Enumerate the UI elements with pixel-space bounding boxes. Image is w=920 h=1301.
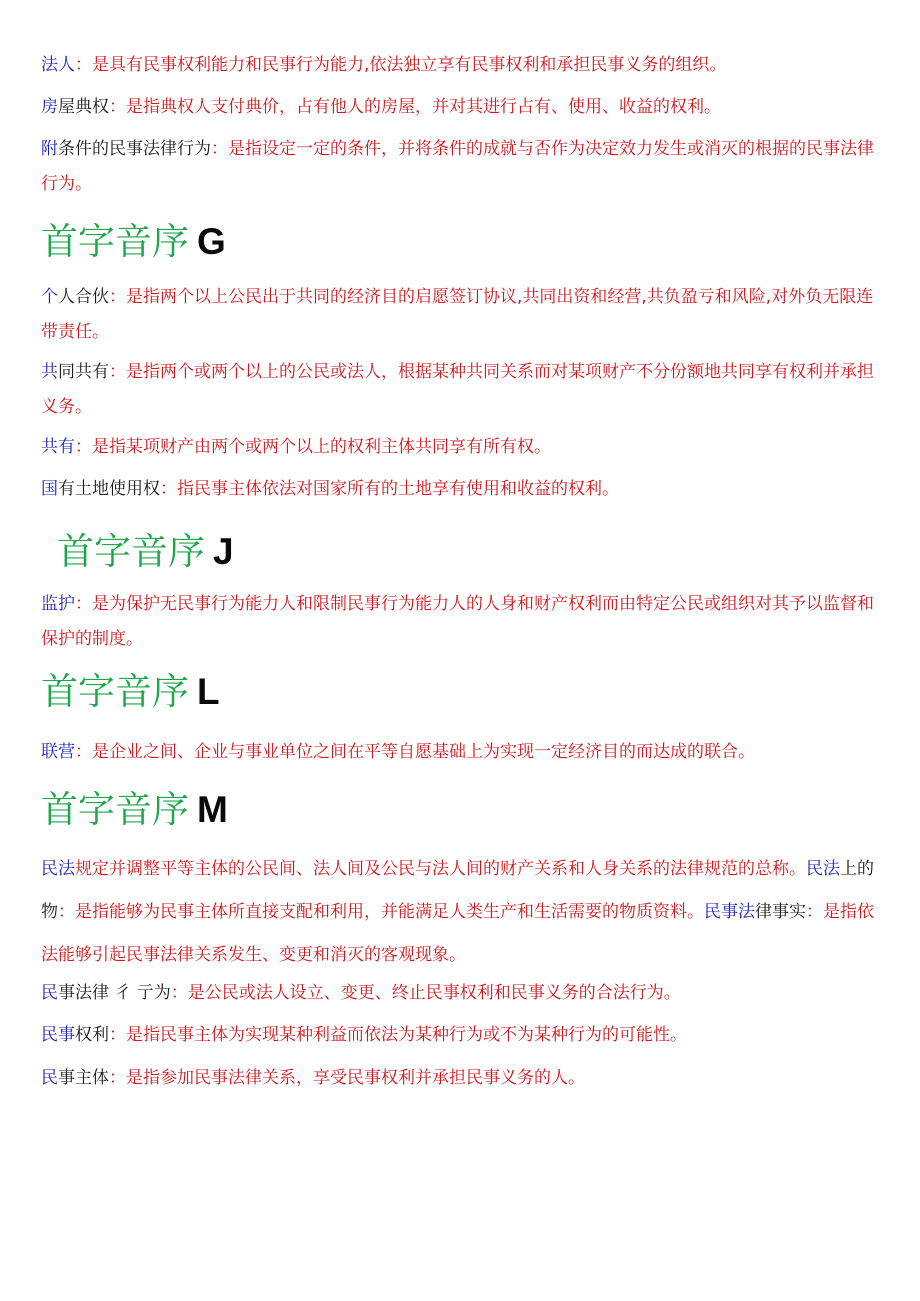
definition: ：是公民或法人设立、变更、终止民事权利和民事义务的合法行为。: [170, 983, 681, 1003]
term-head: 个: [41, 287, 58, 307]
heading-text: 首字音序: [41, 220, 189, 263]
term-head: 民: [41, 983, 58, 1003]
entry-geren-huohuo: [41, 280, 881, 350]
entry-futiaojian: [41, 132, 881, 202]
term-head: 共有: [41, 437, 75, 457]
heading-letter: M: [197, 789, 228, 830]
definition: ：是指参加民事法律关系，享受民事权利并承担民事义务的人。: [109, 1068, 585, 1088]
definition: ：是指某项财产由两个或两个以上的权利主体共同享有所有权。: [75, 437, 551, 457]
entry-jianhu: [41, 587, 881, 657]
term-head: 联营: [41, 742, 75, 762]
definition: ：是企业之间、企业与事业单位之间在平等自愿基础上为实现一定经济目的而达成的联合。: [75, 742, 755, 762]
definition: ：是指设定一定的条件，并将条件的成就与否作为决定效力发生或消灭的根据的民事法律行为。: [41, 139, 874, 194]
definition: ：是指两个或两个以上的公民或法人，根据某种共同关系而对某项财产不分份额地共同享有权利并承担义务。: [41, 362, 874, 417]
term-head: 民: [41, 1068, 58, 1088]
entry-lianying: [41, 735, 881, 770]
heading-text: 首字音序: [41, 670, 189, 713]
term-tail: 人合伙: [58, 287, 109, 307]
term-head: 房: [41, 97, 58, 117]
definition: ：是指两个以上公民出于共同的经济目的启愿签订协议,共同出资和经营,共负盈亏和风险,对外负无限连带责任。: [41, 287, 874, 342]
entry-minshi-zhuti: [41, 1061, 881, 1096]
entry-minfa-combined: [41, 848, 881, 977]
term-tail: 有土地使用权: [58, 479, 160, 499]
term-head: 附: [41, 139, 58, 159]
definition-minfa: 规定并调整平等主体的公民间、法人间及公民与法人间的财产关系和人身关系的法律规范的总称。: [75, 859, 806, 879]
term-head: 共: [41, 362, 58, 382]
heading-text: 首字音序: [57, 530, 205, 573]
definition: ：指民事主体依法对国家所有的土地享有使用和收益的权利。: [160, 479, 619, 499]
heading-text: 首字音序: [41, 788, 189, 831]
entry-gongtong-gongyou: [41, 355, 881, 425]
term-tail: 条件的民事法律行为: [58, 139, 211, 159]
definition: ：是具有民事权利能力和民事行为能力,依法独立享有民事权利和承担民事义务的组织。: [75, 55, 727, 75]
term-minfa-wu-head: 民法: [806, 859, 840, 879]
section-heading-m: [41, 788, 228, 832]
entry-faren: [41, 48, 881, 83]
definition: ：是为保护无民事行为能力人和限制民事行为能力人的人身和财产权利而由特定公民或组织对其予以监督和保护的制度。: [41, 594, 874, 649]
term-head: 国: [41, 479, 58, 499]
heading-letter: J: [213, 531, 234, 572]
term-falv-shishi-tail: 律事实: [755, 902, 806, 922]
definition-falv-shishi: ：是指依法能够引起民事法律关系发生、变更和消灭的客观现象。: [41, 902, 874, 965]
entry-gongyou: [41, 430, 881, 465]
definition: ：是指民事主体为实现某种利益而依法为某种行为或不为某种行为的可能性。: [109, 1025, 687, 1045]
term-tail: 事法律 彳 亍为: [58, 983, 171, 1003]
definition: ：是指典权人支付典价，占有他人的房屋，并对其进行占有、使用、收益的权利。: [109, 97, 721, 117]
entry-guoyou-tudi: [41, 472, 881, 507]
term-tail: 事主体: [58, 1068, 109, 1088]
section-heading-j: [57, 530, 234, 574]
term-minfa: 民法: [41, 859, 75, 879]
term-head: 民事: [41, 1025, 75, 1045]
term-head: 法人: [41, 55, 75, 75]
definition-minfa-wu: ：是指能够为民事主体所直接支配和利用，并能满足人类生产和生活需要的物质资料。: [58, 902, 704, 922]
term-tail: 同共有: [58, 362, 109, 382]
entry-minshi-falv-xingwei: [41, 976, 881, 1011]
heading-letter: G: [197, 221, 226, 262]
term-tail: 屋典权: [58, 97, 109, 117]
entry-minshi-quanli: [41, 1018, 881, 1053]
term-head: 监护: [41, 594, 75, 614]
heading-letter: L: [197, 671, 220, 712]
term-falv-shishi-head: 民事法: [704, 902, 755, 922]
section-heading-l: [41, 670, 220, 714]
entry-fangwu-dianquan: [41, 90, 881, 125]
term-tail: 权利: [75, 1025, 109, 1045]
term-minfa-wu-tail: 上的物: [41, 859, 874, 922]
section-heading-g: [41, 220, 226, 264]
